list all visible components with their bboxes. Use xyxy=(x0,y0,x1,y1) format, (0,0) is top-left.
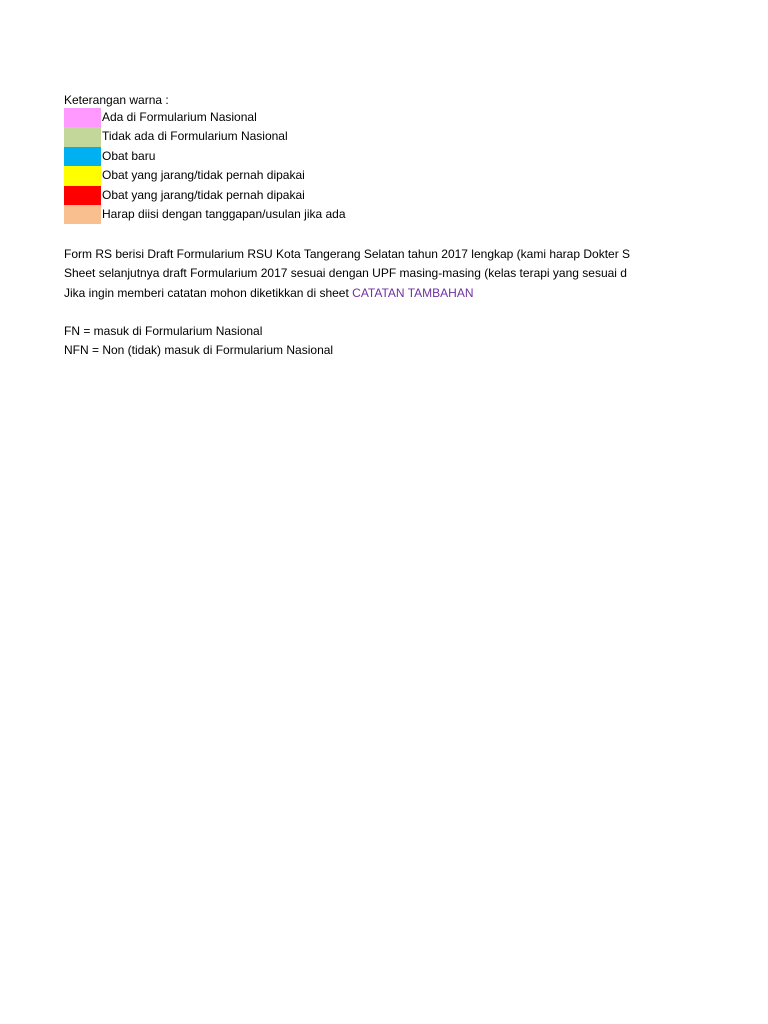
fn-definition[interactable]: FN = masuk di Formularium Nasional xyxy=(64,324,263,338)
color-legend xyxy=(64,108,664,224)
legend-item xyxy=(64,127,664,146)
color-swatch[interactable] xyxy=(64,205,101,224)
nfn-definition[interactable]: NFN = Non (tidak) masuk di Formularium Nasional xyxy=(64,343,334,358)
legend-item xyxy=(64,166,664,185)
instruction-text: Jika ingin memberi catatan mohon diketikkan di sheet xyxy=(64,285,353,300)
legend-item xyxy=(64,108,664,127)
legend-item xyxy=(64,147,664,166)
instructions xyxy=(64,245,646,303)
legend-label[interactable]: Tidak ada di Formularium Nasional xyxy=(102,129,288,144)
instruction-line-sheet[interactable]: Sheet selanjutnya draft Formularium 2017 sesuai dengan UPF masing-masing (kelas terapi yang sesuai d xyxy=(64,266,627,281)
color-swatch[interactable] xyxy=(64,147,101,166)
legend-label[interactable]: Ada di Formularium Nasional xyxy=(102,110,257,124)
instruction-line-form-rs[interactable]: Form RS berisi Draft Formularium RSU Kota Tangerang Selatan tahun 2017 lengkap (kami harap Dokter S xyxy=(64,247,631,261)
color-swatch[interactable] xyxy=(64,186,101,205)
legend-label[interactable]: Obat baru xyxy=(102,148,156,163)
legend-label[interactable]: Obat yang jarang/tidak pernah dipakai xyxy=(102,187,305,202)
color-swatch[interactable] xyxy=(64,108,101,127)
legend-title: Keterangan warna : xyxy=(64,93,169,107)
color-swatch[interactable] xyxy=(64,166,101,185)
legend-item xyxy=(64,186,664,205)
legend-label[interactable]: Obat yang jarang/tidak pernah dipakai xyxy=(102,168,305,183)
color-swatch[interactable] xyxy=(64,127,101,146)
catatan-tambahan-sheet-reference: CATATAN TAMBAHAN xyxy=(352,285,474,300)
abbreviation-definitions xyxy=(64,322,333,361)
legend-item xyxy=(64,205,664,224)
instruction-line-catatan[interactable] xyxy=(64,284,646,303)
legend-label[interactable]: Harap diisi dengan tanggapan/usulan jika ada xyxy=(102,206,346,221)
